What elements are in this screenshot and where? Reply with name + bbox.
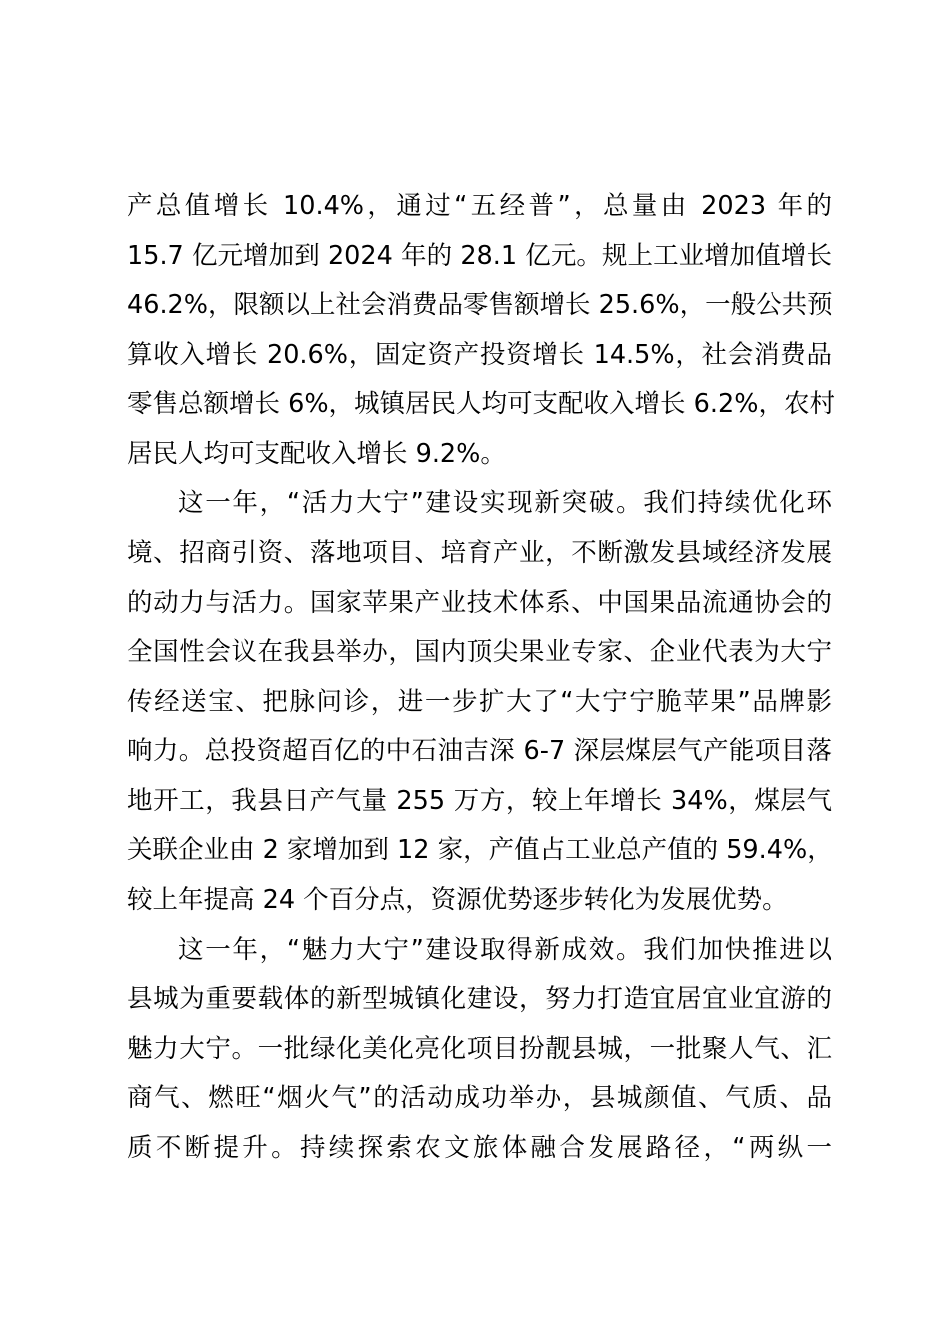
text-line: 较上年提高 24 个百分点，资源优势逐步转化为发展优势。	[127, 885, 788, 915]
paragraph-first-line: 这一年，“魅力大宁”建设取得新成效。我们加快推进以	[178, 935, 832, 965]
text-line: 的动力与活力。国家苹果产业技术体系、中国果品流通协会的	[127, 588, 832, 618]
text-line: 46.2%，限额以上社会消费品零售额增长 25.6%，一般公共预	[127, 290, 833, 320]
text-line: 地开工，我县日产气量 255 万方，较上年增长 34%，煤层气	[127, 786, 832, 816]
text-line: 商气、燃旺“烟火气”的活动成功举办，县城颜值、气质、品	[127, 1083, 832, 1113]
text-line: 境、招商引资、落地项目、培育产业，不断激发县域经济发展	[127, 538, 832, 568]
text-line: 质不断提升。持续探索农文旅体融合发展路径，“两纵一	[127, 1133, 832, 1163]
text-line: 15.7 亿元增加到 2024 年的 28.1 亿元。规上工业增加值增长	[127, 241, 832, 271]
text-line: 全国性会议在我县举办，国内顶尖果业专家、企业代表为大宁	[127, 637, 832, 667]
paragraph-first-line: 这一年，“活力大宁”建设实现新突破。我们持续优化环	[178, 488, 832, 518]
text-line: 县城为重要载体的新型城镇化建设，努力打造宜居宜业宜游的	[127, 984, 832, 1014]
text-line: 响力。总投资超百亿的中石油吉深 6-7 深层煤层气产能项目落	[127, 736, 832, 766]
text-line: 魅力大宁。一批绿化美化亮化项目扮靓县城，一批聚人气、汇	[127, 1034, 832, 1064]
text-line: 关联企业由 2 家增加到 12 家，产值占工业总产值的 59.4%，	[127, 835, 833, 865]
text-line: 产总值增长 10.4%，通过“五经普”，总量由 2023 年的	[127, 191, 832, 221]
text-line: 算收入增长 20.6%，固定资产投资增长 14.5%，社会消费品	[127, 340, 832, 370]
text-line: 居民人均可支配收入增长 9.2%。	[127, 439, 506, 469]
text-line: 零售总额增长 6%，城镇居民人均可支配收入增长 6.2%，农村	[127, 389, 835, 419]
text-line: 传经送宝、把脉问诊，进一步扩大了“大宁宁脆苹果”品牌影	[127, 687, 832, 717]
